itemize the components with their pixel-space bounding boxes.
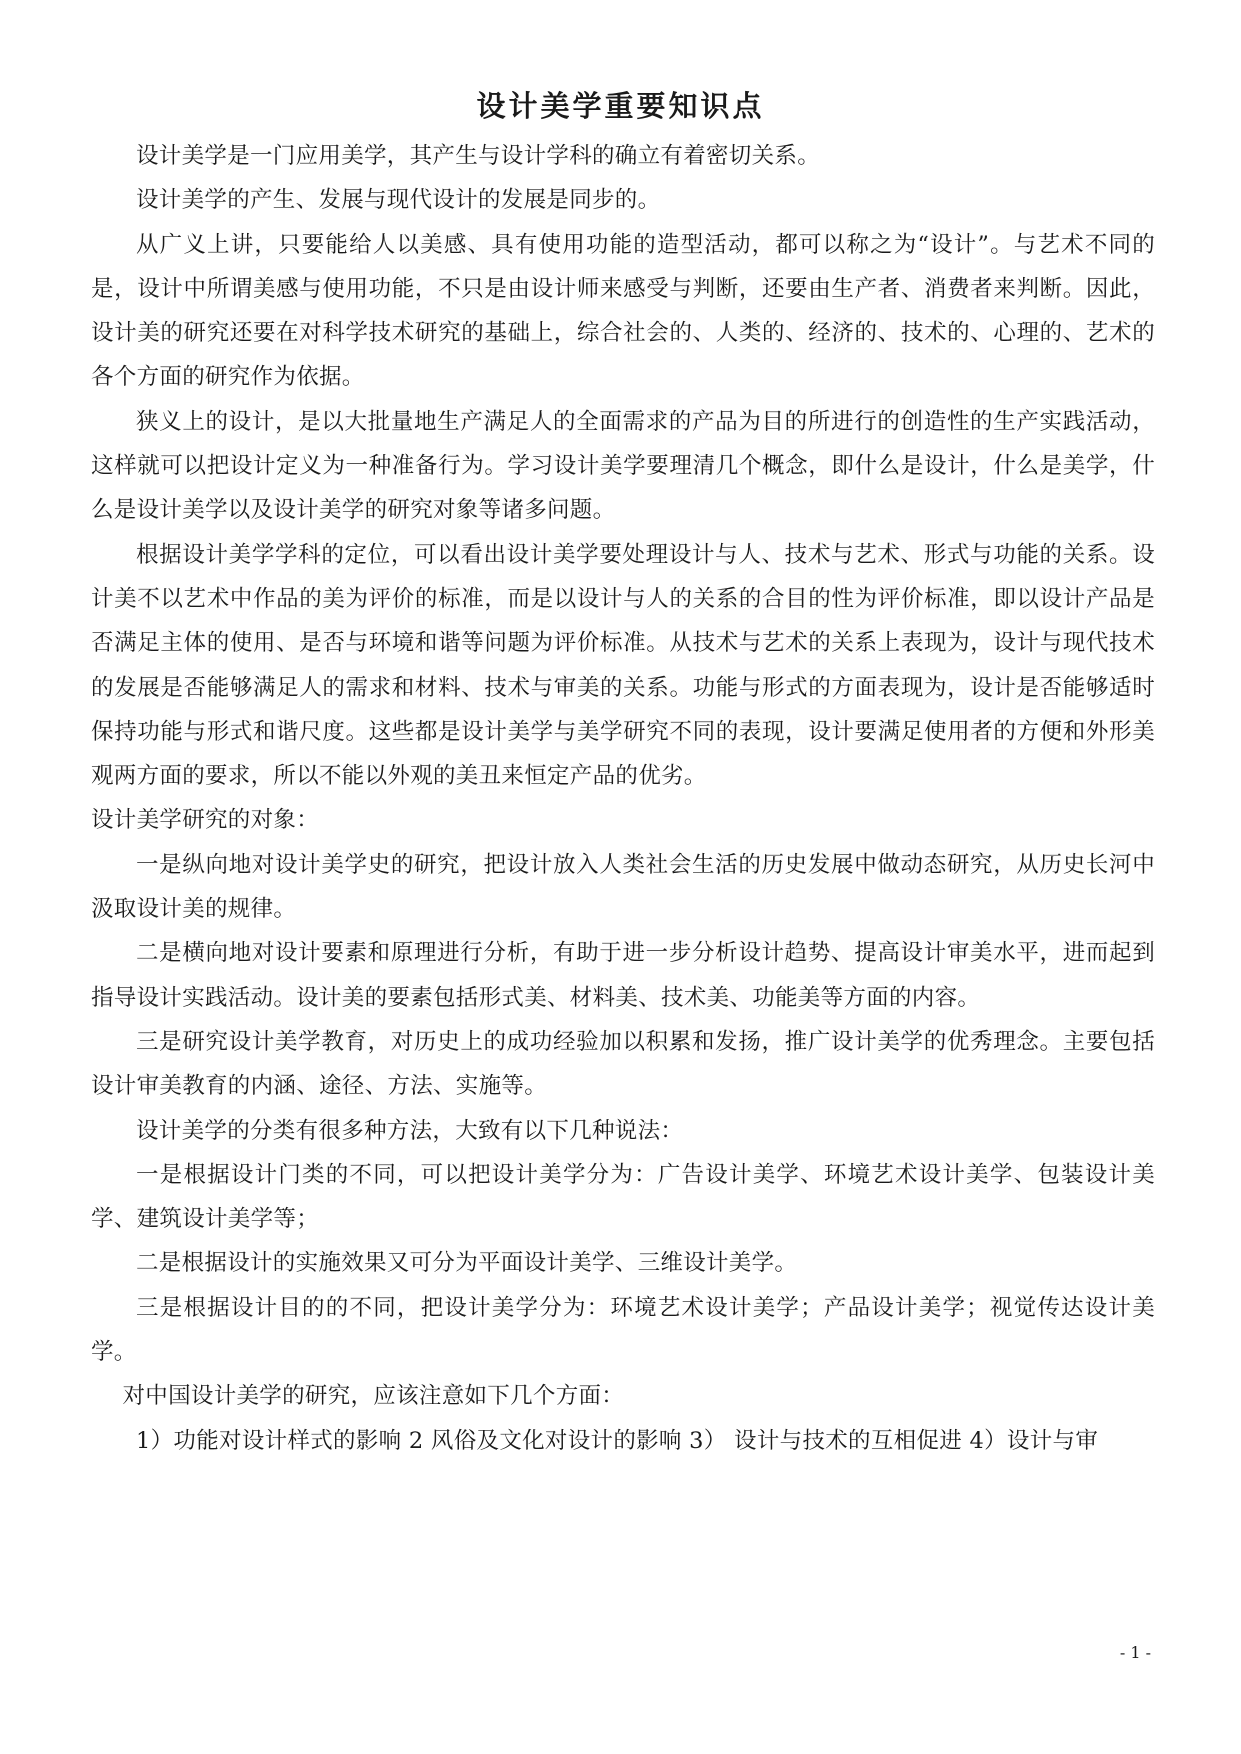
paragraph-development: 设计美学的产生、发展与现代设计的发展是同步的。 <box>136 187 661 214</box>
paragraph-narrow-definition: 狭义上的设计，是以大批量地生产满足人的全面需求的产品为目的所进行的创造性的生产实践活动，这样就可以把设计定义为一种准备行为。学习设计美学要理清几个概念，即什么是设计，什么是美学，什么是设计美学以及设计美学的研究对象等诸多问题。 <box>91 408 1155 524</box>
paragraph-classification-heading: 设计美学的分类有很多种方法，大致有以下几种说法： <box>136 1117 684 1144</box>
paragraph-classification-1: 一是根据设计门类的不同，可以把设计美学分为：广告设计美学、环境艺术设计美学、包装设计美学、建筑设计美学等； <box>91 1161 1155 1233</box>
paragraph-object-1: 一是纵向地对设计美学史的研究，把设计放入人类社会生活的历史发展中做动态研究，从历史长河中汲取设计美的规律。 <box>91 851 1155 923</box>
paragraph-discipline-positioning: 根据设计美学学科的定位，可以看出设计美学要处理设计与人、技术与艺术、形式与功能的关系。设计美不以艺术中作品的美为评价的标准，而是以设计与人的关系的合目的性为评价标准，即以设计产品是否满足主体的使用、是否与环境和谐等问题为评价标准。从技术与艺术的关系上表现为，设计与现代技术的发展是否能够满足人的需求和材料、技术与审美的关系。功能与形式的方面表现为，设计是否能够适时保持功能与形式和谐尺度。这些都是设计美学与美学研究不同的表现，设计要满足使用者的方便和外形美观两方面的要求，所以不能以外观的美丑来恒定产品的优劣。 <box>91 541 1155 790</box>
paragraph-object-3: 三是研究设计美学教育，对历史上的成功经验加以积累和发扬，推广设计美学的优秀理念。主要包括设计审美教育的内涵、途径、方法、实施等。 <box>91 1028 1155 1100</box>
paragraph-broad-definition: 从广义上讲，只要能给人以美感、具有使用功能的造型活动，都可以称之为“设计”。与艺术不同的是，设计中所谓美感与使用功能，不只是由设计师来感受与判断，还要由生产者、消费者来判断。因此，设计美的研究还要在对科学技术研究的基础上，综合社会的、人类的、经济的、技术的、心理的、艺术的各个方面的研究作为依据。 <box>91 231 1155 391</box>
paragraph-classification-3: 三是根据设计目的的不同，把设计美学分为：环境艺术设计美学；产品设计美学；视觉传达设计美学。 <box>91 1294 1155 1366</box>
paragraph-classification-2: 二是根据设计的实施效果又可分为平面设计美学、三维设计美学。 <box>136 1250 798 1277</box>
paragraph-research-objects-heading: 设计美学研究的对象： <box>91 807 320 834</box>
paragraph-intro: 设计美学是一门应用美学，其产生与设计学科的确立有着密切关系。 <box>136 143 821 169</box>
paragraph-aspects-list: 1）功能对设计样式的影响 2 风俗及文化对设计的影响 3） 设计与技术的互相促进 4）设计与审 <box>136 1427 1099 1454</box>
page-number: - 1 - <box>1119 1643 1151 1662</box>
document-title: 设计美学重要知识点 <box>476 89 765 123</box>
paragraph-object-2: 二是横向地对设计要素和原理进行分析，有助于进一步分析设计趋势、提高设计审美水平，进而起到指导设计实践活动。设计美的要素包括形式美、材料美、技术美、功能美等方面的内容。 <box>91 940 1155 1011</box>
document-body <box>91 134 1155 1463</box>
paragraph-china-research: 对中国设计美学的研究，应该注意如下几个方面： <box>122 1383 625 1410</box>
